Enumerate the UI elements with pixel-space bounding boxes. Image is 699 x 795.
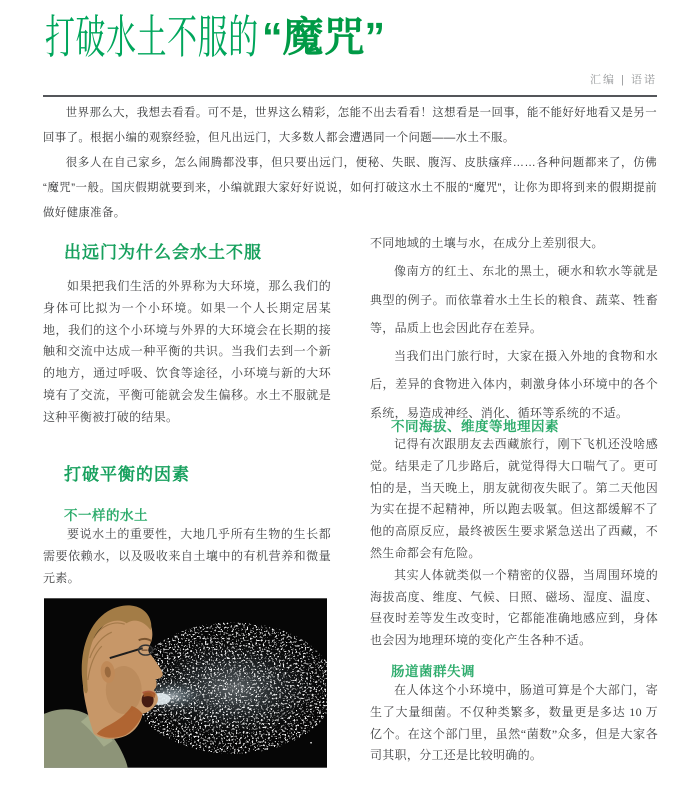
subsection-heading-geography: 不同海拔、维度等地理因素 [391,419,559,434]
body-paragraph: 要说水土的重要性，大地几乎所有生物的生长都需要依赖水，以及吸收来自土壤中的有机营养和微量元素。 [43,527,331,585]
left-column-paragraph-block [43,524,331,589]
section-heading-factors: 打破平衡的因素 [64,465,190,484]
subsection-heading-gut-flora: 肠道菌群失调 [391,664,475,679]
sneeze-photo [44,598,327,768]
body-paragraph: 不同地域的土壤与水，在成分上差别很大。 [370,236,604,250]
body-paragraph: 当我们出门旅行时，大家在摄入外地的食物和水后，差异的食物进入体内，刺激身体小环境中的各个系统，易造成神经、消化、循环等系统的不适。 [370,349,658,420]
byline: 汇编 | 语诺 [590,74,657,86]
intro-block [43,101,657,226]
title-main-text: 打破水土不服的 [45,11,259,63]
subsection-heading-water-soil: 不一样的水土 [64,508,148,523]
right-column-block-b [370,434,658,652]
intro-paragraph: 很多人在自己家乡，怎么闹腾都没事，但只要出远门，便秘、失眠、腹泻、皮肤瘙痒……各种问题都来了，仿佛“魔咒”一般。国庆假期就要到来，小编就跟大家好好说说，如何打破这水土不服的“魔咒”，让你为即将到来的假期提前做好健康准备。 [43,157,657,219]
intro-paragraph: 世界那么大，我想去看看。可不是，世界这么精彩，怎能不出去看看！这想看是一回事，能不能好好地看又是另一回事了。根据小编的观察经验，但凡出远门，大多数人都会遭遇同一个问题——水土不服。 [43,107,657,144]
left-column-paragraph-block [43,276,331,429]
body-paragraph: 如果把我们生活的外界称为大环境，那么我们的身体可比拟为一个小环境。如果一个人长期定居某地，我们的这个小环境与外界的大环境会在长期的接触和交流中达成一种平衡的共识。当我们去到一个新的地方，通过呼吸、饮食等途径，小环境与新的大环境有了交流，平衡可能就会发生偏移。水土不服就是这种平衡被打破的结果。 [43,279,331,424]
spray-cloud [130,606,327,763]
right-column-block-a [370,229,658,427]
body-paragraph: 其实人体就类似一个精密的仪器，当周围环境的海拔高度、维度、气候、日照、磁场、湿度、温度、昼夜时差等发生改变时，它都能准确地感应到，身体也会因为地理环境的变化产生各种不适。 [370,567,658,648]
header-rule [43,95,657,97]
body-paragraph: 记得有次跟朋友去西藏旅行，刚下飞机还没啥感觉。结果走了几步路后，就觉得得大口喘气了。更可怕的是，当天晚上，朋友就彻夜失眠了。第二天他因为实在提不起精神，所以跑去吸氧。但这都缓解不了他的高原反应，最终被医生要求紧急送出了西藏，不然生命都会有危险。 [370,437,658,560]
right-column-block-c [370,680,658,767]
body-paragraph: 在人体这个小环境中，肠道可算是个大部门，寄生了大量细菌。不仅种类繁多，数量更是多达 10 万亿个。在这个部门里，虽然“菌数”众多，但是大家各司其职，分工还是比较明确的。 [370,683,658,763]
title-emphasis-text: “魔咒” [262,14,385,60]
section-heading-why: 出远门为什么会水土不服 [64,243,262,262]
body-paragraph: 像南方的红土、东北的黑土，硬水和软水等就是典型的例子。而依靠着水土生长的粮食、蔬菜、牲畜等，品质上也会因此存在差异。 [370,264,658,335]
article-title [45,6,385,68]
